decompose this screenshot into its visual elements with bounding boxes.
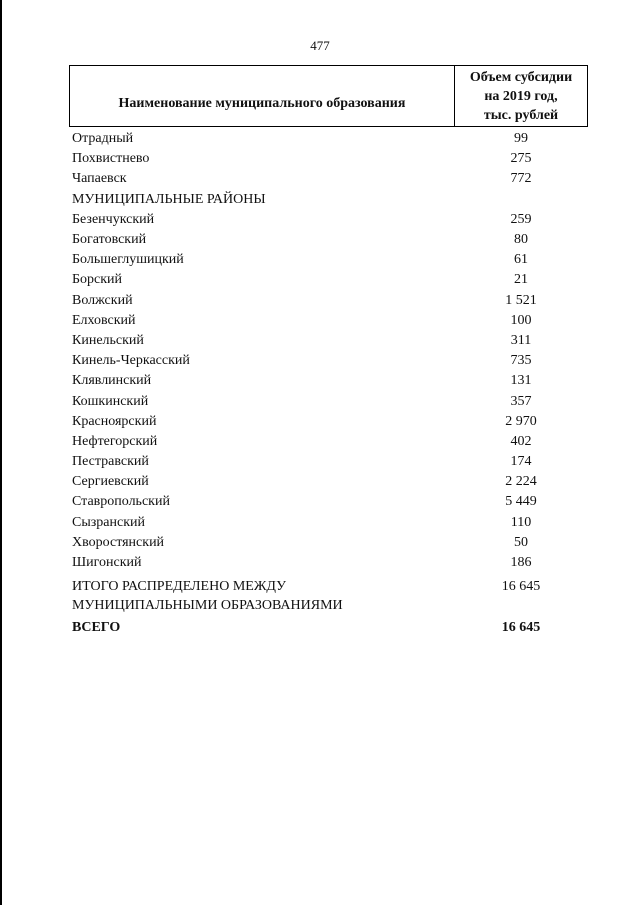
column-header-value-line: Объем субсидии — [469, 69, 573, 85]
row-name: Клявлинский — [72, 373, 152, 389]
row-name: Богатовский — [72, 232, 147, 248]
row-name: Сызранский — [72, 514, 145, 530]
row-name: Нефтегорский — [72, 433, 158, 449]
row-value: 2 224 — [505, 474, 537, 490]
row-value: 61 — [514, 252, 528, 268]
row-name: Безенчукский — [72, 211, 155, 227]
row-value: 5 449 — [505, 494, 537, 510]
column-header-value — [455, 66, 587, 126]
table-row — [72, 250, 588, 270]
scan-edge-line — [0, 0, 2, 905]
row-value: 80 — [514, 232, 528, 248]
table-row — [72, 230, 588, 250]
row-value: 311 — [510, 332, 532, 348]
total-label-line: ИТОГО РАСПРЕДЕЛЕНО МЕЖДУ — [72, 579, 286, 594]
table-row — [72, 371, 588, 391]
row-value: 100 — [510, 312, 532, 328]
row-name: Отрадный — [72, 131, 134, 147]
table-row — [72, 270, 588, 290]
table-row — [72, 351, 588, 371]
row-name: Шигонский — [72, 555, 142, 571]
row-value: 357 — [510, 393, 532, 409]
row-value: 275 — [510, 151, 532, 167]
table-header — [69, 65, 588, 127]
total-distributed-value: 16 645 — [501, 579, 541, 594]
row-value: 259 — [510, 211, 532, 227]
table-row — [72, 452, 588, 472]
row-name: Пестравский — [72, 454, 149, 470]
table-row — [72, 492, 588, 512]
row-name: Елховский — [72, 312, 136, 328]
row-value: 2 970 — [505, 413, 537, 429]
table-row — [72, 291, 588, 311]
row-name: Кинельский — [72, 332, 144, 348]
table-body — [72, 129, 588, 573]
row-name: Большеглушицкий — [72, 252, 184, 268]
grand-total-row — [72, 620, 588, 636]
row-value: 50 — [514, 534, 528, 550]
table-row — [72, 210, 588, 230]
table-row — [72, 190, 588, 210]
row-value: 186 — [510, 555, 532, 571]
row-name: Хворостянский — [72, 534, 165, 550]
table-row — [72, 311, 588, 331]
total-distributed-label — [72, 577, 454, 615]
table-row — [72, 129, 588, 149]
total-label-line: МУНИЦИПАЛЬНЫМИ ОБРАЗОВАНИЯМИ — [72, 598, 343, 613]
row-name: Волжский — [72, 292, 133, 308]
table-row — [72, 391, 588, 411]
column-header-value-line: на 2019 год, — [484, 88, 558, 104]
row-name: Похвистнево — [72, 151, 150, 167]
row-value: 99 — [514, 131, 528, 147]
column-header-name: Наименование муниципального образования — [70, 66, 455, 126]
table-row — [72, 331, 588, 351]
row-name: Сергиевский — [72, 474, 149, 490]
row-name: Красноярский — [72, 413, 157, 429]
row-value: 21 — [514, 272, 528, 288]
table-row — [72, 169, 588, 189]
row-value: 1 521 — [505, 292, 537, 308]
row-value: 110 — [510, 514, 532, 530]
table-row — [72, 472, 588, 492]
table-row — [72, 432, 588, 452]
table-row — [72, 553, 588, 573]
row-name: МУНИЦИПАЛЬНЫЕ РАЙОНЫ — [72, 191, 266, 207]
column-header-value-line: тыс. рублей — [483, 107, 559, 123]
row-value: 402 — [510, 433, 532, 449]
row-value: 131 — [510, 373, 532, 389]
row-value: 772 — [510, 171, 532, 187]
row-name: Кинель-Черкасский — [72, 353, 190, 369]
row-name: Чапаевск — [72, 171, 127, 187]
table-row — [72, 513, 588, 533]
row-name: Борский — [72, 272, 123, 288]
table-row — [72, 533, 588, 553]
page-number: 477 — [310, 38, 330, 53]
table-row — [72, 149, 588, 169]
row-value: 735 — [510, 353, 532, 369]
table-row — [72, 412, 588, 432]
grand-total-label: ВСЕГО — [72, 620, 121, 635]
grand-total-value: 16 645 — [501, 620, 541, 635]
total-distributed-row — [72, 577, 588, 615]
row-name: Кошкинский — [72, 393, 149, 409]
row-name: Ставропольский — [72, 494, 170, 510]
row-value: 174 — [510, 454, 532, 470]
